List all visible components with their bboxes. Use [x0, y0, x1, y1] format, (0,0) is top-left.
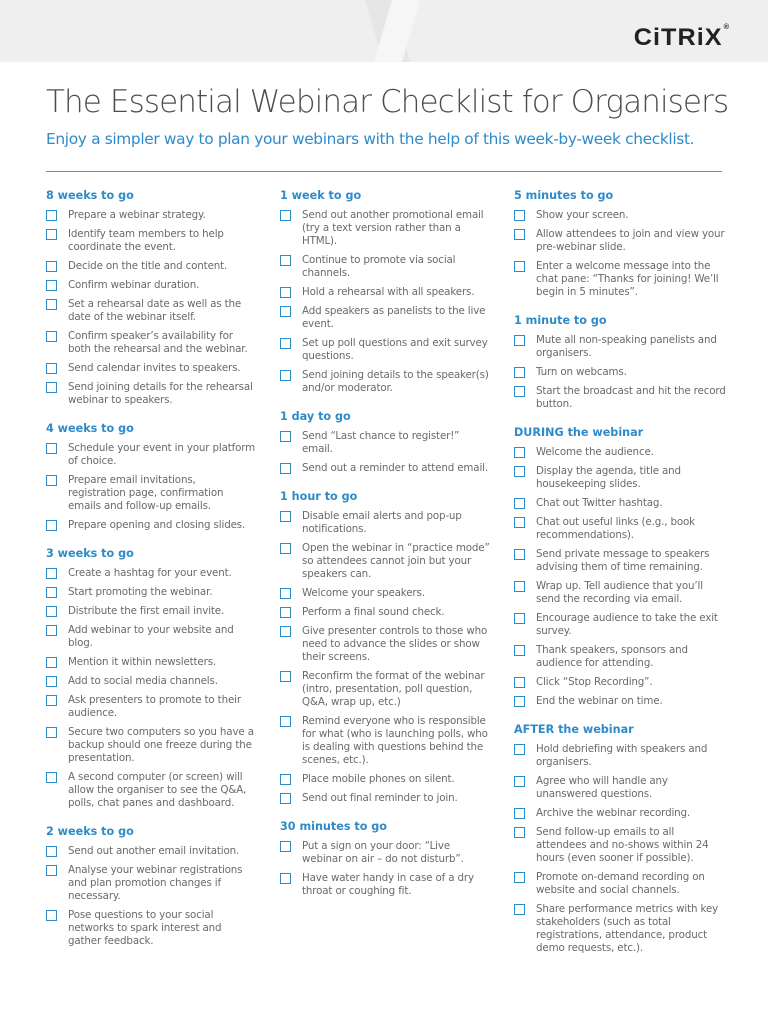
checklist-item-text: Open the webinar in “practice mode” so attendees cannot join but your speakers can. — [302, 542, 490, 580]
checkbox[interactable] — [280, 210, 291, 221]
checklist-column-1 — [46, 189, 256, 963]
checklist-item — [46, 381, 256, 407]
checklist-item-text: Give presenter controls to those who need to advance the slides or show their screens. — [302, 625, 488, 663]
checklist-item — [46, 864, 256, 903]
section-title: 3 weeks to go — [46, 547, 134, 560]
checkbox[interactable] — [514, 904, 525, 915]
checklist-item — [46, 362, 256, 375]
checklist-item — [280, 773, 490, 786]
checklist-item — [514, 548, 726, 574]
section-title: 2 weeks to go — [46, 825, 134, 838]
checkbox[interactable] — [46, 475, 57, 486]
checklist-item-text: Reconfirm the format of the webinar (intro, presentation, poll question, Q&A, wrap up, etc.) — [302, 670, 485, 708]
checklist-item-text: Add webinar to your website and blog. — [68, 624, 234, 649]
checklist-item — [514, 228, 726, 254]
checkbox[interactable] — [280, 463, 291, 474]
checklist-item — [280, 872, 490, 898]
checklist-item — [46, 442, 256, 468]
section-title: 1 day to go — [280, 410, 351, 423]
checkbox[interactable] — [514, 581, 525, 592]
checklist-section — [46, 825, 256, 948]
checkbox[interactable] — [46, 382, 57, 393]
checklist-item — [514, 826, 726, 865]
checkbox[interactable] — [514, 776, 525, 787]
checklist-item-text: A second computer (or screen) will allow the organiser to see the Q&A, polls, chat panes and dashboard. — [68, 771, 247, 809]
checklist-item — [280, 369, 490, 395]
checklist-item — [46, 209, 256, 222]
checkbox[interactable] — [514, 827, 525, 838]
checklist-item-text: Start the broadcast and hit the record button. — [536, 385, 726, 410]
checklist-item-text: Turn on webcams. — [536, 366, 627, 378]
title-divider — [46, 171, 722, 172]
checklist-section — [514, 314, 726, 411]
checklist-item-text: Click “Stop Recording”. — [536, 676, 653, 688]
checklist-item-text: Send joining details to the speaker(s) and/or moderator. — [302, 369, 489, 394]
checklist-item-text: Perform a final sound check. — [302, 606, 445, 618]
checklist-item — [280, 305, 490, 331]
checklist-item-text: Archive the webinar recording. — [536, 807, 691, 819]
checklist-item-text: Set a rehearsal date as well as the date of the webinar itself. — [68, 298, 242, 323]
checkbox[interactable] — [514, 677, 525, 688]
checkbox[interactable] — [46, 443, 57, 454]
checklist-item-text: Have water handy in case of a dry throat or coughing fit. — [302, 872, 474, 897]
checklist-item-text: Wrap up. Tell audience that you’ll send the recording via email. — [536, 580, 703, 605]
checkbox[interactable] — [514, 335, 525, 346]
checkbox[interactable] — [46, 229, 57, 240]
checklist-item-text: Chat out Twitter hashtag. — [536, 497, 663, 509]
checklist-item — [280, 840, 490, 866]
checkbox[interactable] — [280, 338, 291, 349]
checklist-item-text: Decide on the title and content. — [68, 260, 228, 272]
checkbox[interactable] — [46, 587, 57, 598]
checklist-item — [46, 228, 256, 254]
checkbox[interactable] — [514, 696, 525, 707]
checklist-item — [280, 286, 490, 299]
checkbox[interactable] — [514, 386, 525, 397]
checkbox[interactable] — [46, 772, 57, 783]
checkbox[interactable] — [280, 511, 291, 522]
checkbox[interactable] — [46, 520, 57, 531]
checklist-section — [280, 490, 490, 805]
section-title: 1 minute to go — [514, 314, 607, 327]
checklist-item — [46, 298, 256, 324]
checkbox[interactable] — [46, 210, 57, 221]
checkbox[interactable] — [46, 676, 57, 687]
checklist-item-text: Show your screen. — [536, 209, 629, 221]
checklist-item — [46, 474, 256, 513]
checklist-item — [514, 676, 726, 689]
checklist-item-text: Hold debriefing with speakers and organisers. — [536, 743, 708, 768]
checklist-item — [280, 606, 490, 619]
section-title: 1 week to go — [280, 189, 362, 202]
checklist-item-text: Promote on-demand recording on website and social channels. — [536, 871, 705, 896]
checklist-item-text: Display the agenda, title and housekeeping slides. — [536, 465, 681, 490]
checklist-item-text: Prepare opening and closing slides. — [68, 519, 246, 531]
checklist-item-text: Confirm webinar duration. — [68, 279, 200, 291]
checklist-item-text: Send calendar invites to speakers. — [68, 362, 241, 374]
checkbox[interactable] — [280, 370, 291, 381]
checklist-item — [280, 337, 490, 363]
checklist-item — [46, 675, 256, 688]
checklist-section — [280, 820, 490, 898]
checklist-item — [514, 334, 726, 360]
checklist-section — [514, 723, 726, 955]
section-title: 4 weeks to go — [46, 422, 134, 435]
checklist-item — [514, 580, 726, 606]
logo-trademark: ® — [723, 24, 731, 31]
checklist-item — [280, 587, 490, 600]
checkbox[interactable] — [46, 846, 57, 857]
checklist-item-text: Place mobile phones on silent. — [302, 773, 455, 785]
checkbox[interactable] — [514, 517, 525, 528]
page-subtitle: Enjoy a simpler way to plan your webinars with the help of this week-by-week checklist. — [46, 130, 695, 148]
checkbox[interactable] — [514, 261, 525, 272]
checklist-item — [280, 542, 490, 581]
checkbox[interactable] — [46, 280, 57, 291]
checklist-item-text: Welcome the audience. — [536, 446, 654, 458]
checkbox[interactable] — [514, 367, 525, 378]
checklist-item-text: Send joining details for the rehearsal webinar to speakers. — [68, 381, 253, 406]
checklist-item-text: Hold a rehearsal with all speakers. — [302, 286, 475, 298]
checkbox[interactable] — [514, 808, 525, 819]
checkbox[interactable] — [280, 255, 291, 266]
checkbox[interactable] — [46, 695, 57, 706]
checklist-item-text: Allow attendees to join and view your pre-webinar slide. — [536, 228, 725, 253]
checklist-item-text: Put a sign on your door: “Live webinar on air – do not disturb”. — [302, 840, 464, 865]
checklist-item — [514, 775, 726, 801]
checklist-section — [46, 189, 256, 407]
checkbox[interactable] — [46, 568, 57, 579]
section-title: DURING the webinar — [514, 426, 644, 439]
checkbox[interactable] — [46, 910, 57, 921]
checklist-item — [280, 670, 490, 709]
checklist-item — [514, 497, 726, 510]
checkbox[interactable] — [46, 331, 57, 342]
checklist-item-text: Identify team members to help coordinate the event. — [68, 228, 224, 253]
checkbox[interactable] — [46, 606, 57, 617]
checklist-item — [514, 871, 726, 897]
checklist-item — [46, 567, 256, 580]
checklist-item — [514, 465, 726, 491]
checkbox[interactable] — [514, 447, 525, 458]
checklist-section — [514, 426, 726, 708]
checklist-item-text: Confirm speaker’s availability for both the rehearsal and the webinar. — [68, 330, 248, 355]
checklist-item-text: Add to social media channels. — [68, 675, 218, 687]
checkbox[interactable] — [46, 657, 57, 668]
checklist-item-text: Mute all non-speaking panelists and organisers. — [536, 334, 717, 359]
checklist-item — [46, 845, 256, 858]
checkbox[interactable] — [514, 549, 525, 560]
checklist-column-2 — [280, 189, 490, 913]
checklist-item-text: Enter a welcome message into the chat pane: “Thanks for joining! We’ll begin in 5 minutes”. — [536, 260, 719, 298]
checklist-item — [46, 694, 256, 720]
checkbox[interactable] — [46, 299, 57, 310]
checklist-item — [514, 807, 726, 820]
checklist-item-text: Thank speakers, sponsors and audience for attending. — [536, 644, 688, 669]
checklist-item — [280, 430, 490, 456]
checkbox[interactable] — [46, 363, 57, 374]
checklist-item-text: Send “Last chance to register!” email. — [302, 430, 460, 455]
checklist-item-text: Prepare a webinar strategy. — [68, 209, 206, 221]
checklist-item-text: Add speakers as panelists to the live event. — [302, 305, 486, 330]
checklist-item-text: Mention it within newsletters. — [68, 656, 217, 668]
checklist-item — [46, 260, 256, 273]
checklist-item — [280, 715, 490, 767]
checklist-item-text: Remind everyone who is responsible for what (who is launching polls, who is dealing with questions behind the scenes, etc.). — [302, 715, 488, 766]
header-band — [0, 0, 768, 62]
checkbox[interactable] — [280, 841, 291, 852]
checklist-item — [514, 644, 726, 670]
checklist-section — [46, 547, 256, 810]
checklist-item-text: Disable email alerts and pop-up notifications. — [302, 510, 462, 535]
checklist-item — [46, 605, 256, 618]
checklist-item-text: Continue to promote via social channels. — [302, 254, 456, 279]
section-title: 5 minutes to go — [514, 189, 614, 202]
checklist-item — [514, 209, 726, 222]
checkbox[interactable] — [514, 210, 525, 221]
checklist-item-text: Ask presenters to promote to their audience. — [68, 694, 241, 719]
page-title: The Essential Webinar Checklist for Organisers — [46, 84, 729, 120]
checklist-item-text: Send follow-up emails to all attendees and no-shows within 24 hours (even sooner if possible). — [536, 826, 709, 864]
checkbox[interactable] — [280, 607, 291, 618]
checklist-item — [514, 385, 726, 411]
checklist-item — [280, 209, 490, 248]
checklist-item — [280, 510, 490, 536]
checkbox[interactable] — [280, 543, 291, 554]
checklist-item — [514, 446, 726, 459]
checkbox[interactable] — [514, 872, 525, 883]
checkbox[interactable] — [280, 431, 291, 442]
checkbox[interactable] — [280, 626, 291, 637]
checklist-item — [46, 330, 256, 356]
checklist-item-text: Send out another promotional email (try a text version rather than a HTML). — [302, 209, 484, 247]
checklist-item-text: Prepare email invitations, registration page, confirmation emails and follow-up emails. — [68, 474, 224, 512]
checkbox[interactable] — [280, 716, 291, 727]
checklist-item — [514, 366, 726, 379]
checkbox[interactable] — [280, 793, 291, 804]
checklist-item-text: Send private message to speakers advising them of time remaining. — [536, 548, 710, 573]
section-title: 1 hour to go — [280, 490, 358, 503]
checklist-item — [46, 726, 256, 765]
checklist-item-text: Chat out useful links (e.g., book recommendations). — [536, 516, 695, 541]
checklist-item — [46, 624, 256, 650]
checklist-item-text: Schedule your event in your platform of choice. — [68, 442, 256, 467]
checklist-item-text: Secure two computers so you have a backup should one freeze during the presentation. — [68, 726, 254, 764]
checklist-item — [280, 462, 490, 475]
checkbox[interactable] — [46, 727, 57, 738]
checklist-section — [46, 422, 256, 532]
section-title: 30 minutes to go — [280, 820, 387, 833]
checkbox[interactable] — [514, 744, 525, 755]
checklist-item-text: Agree who will handle any unanswered questions. — [536, 775, 668, 800]
checkbox[interactable] — [280, 287, 291, 298]
checkbox[interactable] — [280, 671, 291, 682]
checklist-item — [46, 279, 256, 292]
checklist-item — [280, 792, 490, 805]
checklist-section — [280, 410, 490, 475]
checkbox[interactable] — [514, 466, 525, 477]
checklist-item-text: Send out another email invitation. — [68, 845, 240, 857]
checklist-item — [514, 743, 726, 769]
checklist-column-3 — [514, 189, 726, 970]
section-title: AFTER the webinar — [514, 723, 634, 736]
checkbox[interactable] — [46, 865, 57, 876]
checkbox[interactable] — [280, 306, 291, 317]
checklist-item-text: Send out final reminder to join. — [302, 792, 458, 804]
checklist-item-text: Set up poll questions and exit survey questions. — [302, 337, 488, 362]
checklist-item — [280, 254, 490, 280]
checklist-section — [280, 189, 490, 395]
checklist-section — [514, 189, 726, 299]
section-title: 8 weeks to go — [46, 189, 134, 202]
checklist-item — [514, 612, 726, 638]
checkbox[interactable] — [280, 588, 291, 599]
checkbox[interactable] — [46, 625, 57, 636]
checkbox[interactable] — [514, 645, 525, 656]
checklist-item-text: Distribute the first email invite. — [68, 605, 225, 617]
checklist-item — [514, 260, 726, 299]
checklist-item-text: Encourage audience to take the exit survey. — [536, 612, 718, 637]
checklist-item-text: Start promoting the webinar. — [68, 586, 213, 598]
checkbox[interactable] — [514, 613, 525, 624]
checkbox[interactable] — [280, 873, 291, 884]
checklist-item-text: Create a hashtag for your event. — [68, 567, 232, 579]
checklist-item — [46, 519, 256, 532]
checkbox[interactable] — [280, 774, 291, 785]
checklist-item-text: Share performance metrics with key stakeholders (such as total registrations, attendance, product demo requests, etc.). — [536, 903, 719, 954]
checklist-item — [46, 586, 256, 599]
checklist-item-text: End the webinar on time. — [536, 695, 663, 707]
checkbox[interactable] — [514, 498, 525, 509]
checklist-item-text: Send out a reminder to attend email. — [302, 462, 488, 474]
checklist-item — [514, 695, 726, 708]
checklist-item — [514, 903, 726, 955]
checkbox[interactable] — [46, 261, 57, 272]
checklist-item-text: Welcome your speakers. — [302, 587, 425, 599]
checklist-item — [46, 909, 256, 948]
checklist-item-text: Pose questions to your social networks to spark interest and gather feedback. — [68, 909, 222, 947]
checklist-item — [46, 771, 256, 810]
checkbox[interactable] — [514, 229, 525, 240]
checklist-item — [46, 656, 256, 669]
logo-text: CiTRiX — [633, 24, 723, 51]
checklist-item-text: Analyse your webinar registrations and plan promotion changes if necessary. — [68, 864, 243, 902]
checklist-item — [514, 516, 726, 542]
checklist-item — [280, 625, 490, 664]
citrix-logo — [634, 24, 730, 52]
